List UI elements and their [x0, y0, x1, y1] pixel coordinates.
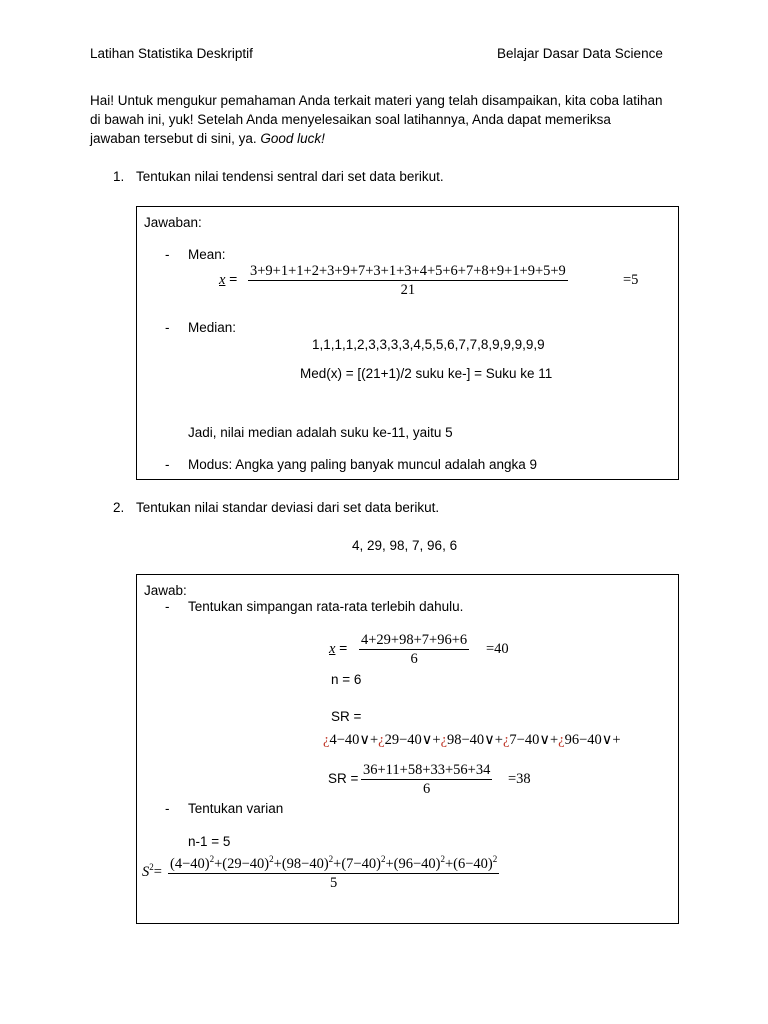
intro-line-1: Hai! Untuk mengukur pemahaman Anda terkait materi yang telah disampaikan, kita coba latihan	[90, 93, 663, 108]
intro-line-2: di bawah ini, yuk! Setelah Anda menyelesaikan soal latihannya, Anda dapat memeriksa	[90, 112, 611, 127]
q1-mean-denominator: 21	[400, 282, 416, 298]
intro-good-luck: Good luck!	[260, 131, 325, 146]
q2-mean-denominator: 6	[410, 651, 418, 667]
q2-sr2-result: =38	[508, 771, 531, 787]
q1-median-dash: -	[165, 320, 170, 335]
q1-mean-numerator: 3+9+1+1+2+3+9+7+3+1+3+4+5+6+7+8+9+1+9+5+9	[250, 263, 566, 279]
q2-sr2-label: SR =	[328, 771, 359, 786]
q2-xbar: x	[329, 641, 336, 657]
q2-step1: Tentukan simpangan rata-rata terlebih dahulu.	[188, 599, 464, 614]
q2-mean-result: =40	[486, 641, 509, 657]
q1-text: Tentukan nilai tendensi sentral dari set data berikut.	[136, 169, 444, 184]
q2-variance-lhs: $S^2=$	[142, 862, 162, 880]
q1-mean-lhs	[219, 272, 237, 289]
q2-variance-fraction	[168, 850, 499, 892]
q2-n: n = 6	[331, 672, 362, 687]
sr-term: ¿96−40∨+	[558, 732, 621, 748]
q2-number: 2.	[113, 500, 125, 515]
q2-sr2-numerator: 36+11+58+33+56+34	[363, 762, 491, 778]
header-right: Belajar Dasar Data Science	[497, 46, 663, 61]
q2-mean-equals: =	[339, 641, 348, 657]
q1-xbar: x	[219, 272, 226, 288]
q2-sr-label: SR =	[331, 709, 362, 724]
q1-mean-fraction	[248, 262, 568, 299]
q2-text: Tentukan nilai standar deviasi dari set data berikut.	[136, 500, 440, 515]
q2-mean-numerator: 4+29+98+7+96+6	[361, 632, 468, 648]
q1-median-conclusion: Jadi, nilai median adalah suku ke-11, yaitu 5	[188, 425, 453, 440]
q2-mean-lhs	[329, 641, 347, 658]
q1-answer-box	[136, 206, 679, 480]
q2-step1-dash: -	[165, 599, 170, 614]
q2-sr2-fraction	[361, 761, 492, 798]
q1-number: 1.	[113, 169, 125, 184]
q2-n-minus-1: n-1 = 5	[188, 834, 231, 849]
q2-answer-box	[136, 574, 679, 924]
q2-mean-fraction	[359, 631, 469, 668]
q2-sr-expression	[323, 732, 678, 749]
sr-term: ¿7−40∨+	[502, 732, 559, 748]
q1-answer-title: Jawaban:	[144, 215, 202, 230]
sr-term: ¿98−40∨+	[440, 732, 503, 748]
q2-step2: Tentukan varian	[188, 801, 284, 816]
q1-mean-result: =5	[623, 272, 639, 288]
q1-mean-equals: =	[229, 272, 238, 288]
header-left: Latihan Statistika Deskriptif	[90, 46, 253, 61]
q1-median-label: Median:	[188, 320, 237, 335]
intro-line-3	[90, 131, 325, 146]
q1-mean-dash: -	[165, 247, 170, 262]
q1-modus-dash: -	[165, 457, 170, 472]
sr-term: ¿4−40∨+	[323, 732, 379, 748]
q2-sr2-denominator: 6	[423, 781, 431, 797]
q2-dataset: 4, 29, 98, 7, 96, 6	[352, 538, 458, 553]
sr-term: ¿29−40∨+	[378, 732, 441, 748]
q1-sorted-data: 1,1,1,1,2,3,3,3,3,4,5,5,6,7,7,8,9,9,9,9,9	[312, 337, 545, 352]
q2-variance-numerator: $(4-40)^2+(29-40)^2+(98-40)^2+(7-40)^2+(96-40)^2+(6-40)^2$	[168, 850, 499, 874]
q2-step2-dash: -	[165, 801, 170, 816]
q1-modus: Modus: Angka yang paling banyak muncul adalah angka 9	[188, 457, 537, 472]
intro-line-3-text: jawaban tersebut di sini, ya.	[90, 131, 261, 146]
q2-variance-denominator: 5	[330, 874, 338, 891]
q1-mean-label: Mean:	[188, 247, 226, 262]
q1-median-formula: Med(x) = [(21+1)/2 suku ke-] = Suku ke 11	[300, 366, 553, 381]
q2-answer-title: Jawab:	[144, 583, 187, 598]
